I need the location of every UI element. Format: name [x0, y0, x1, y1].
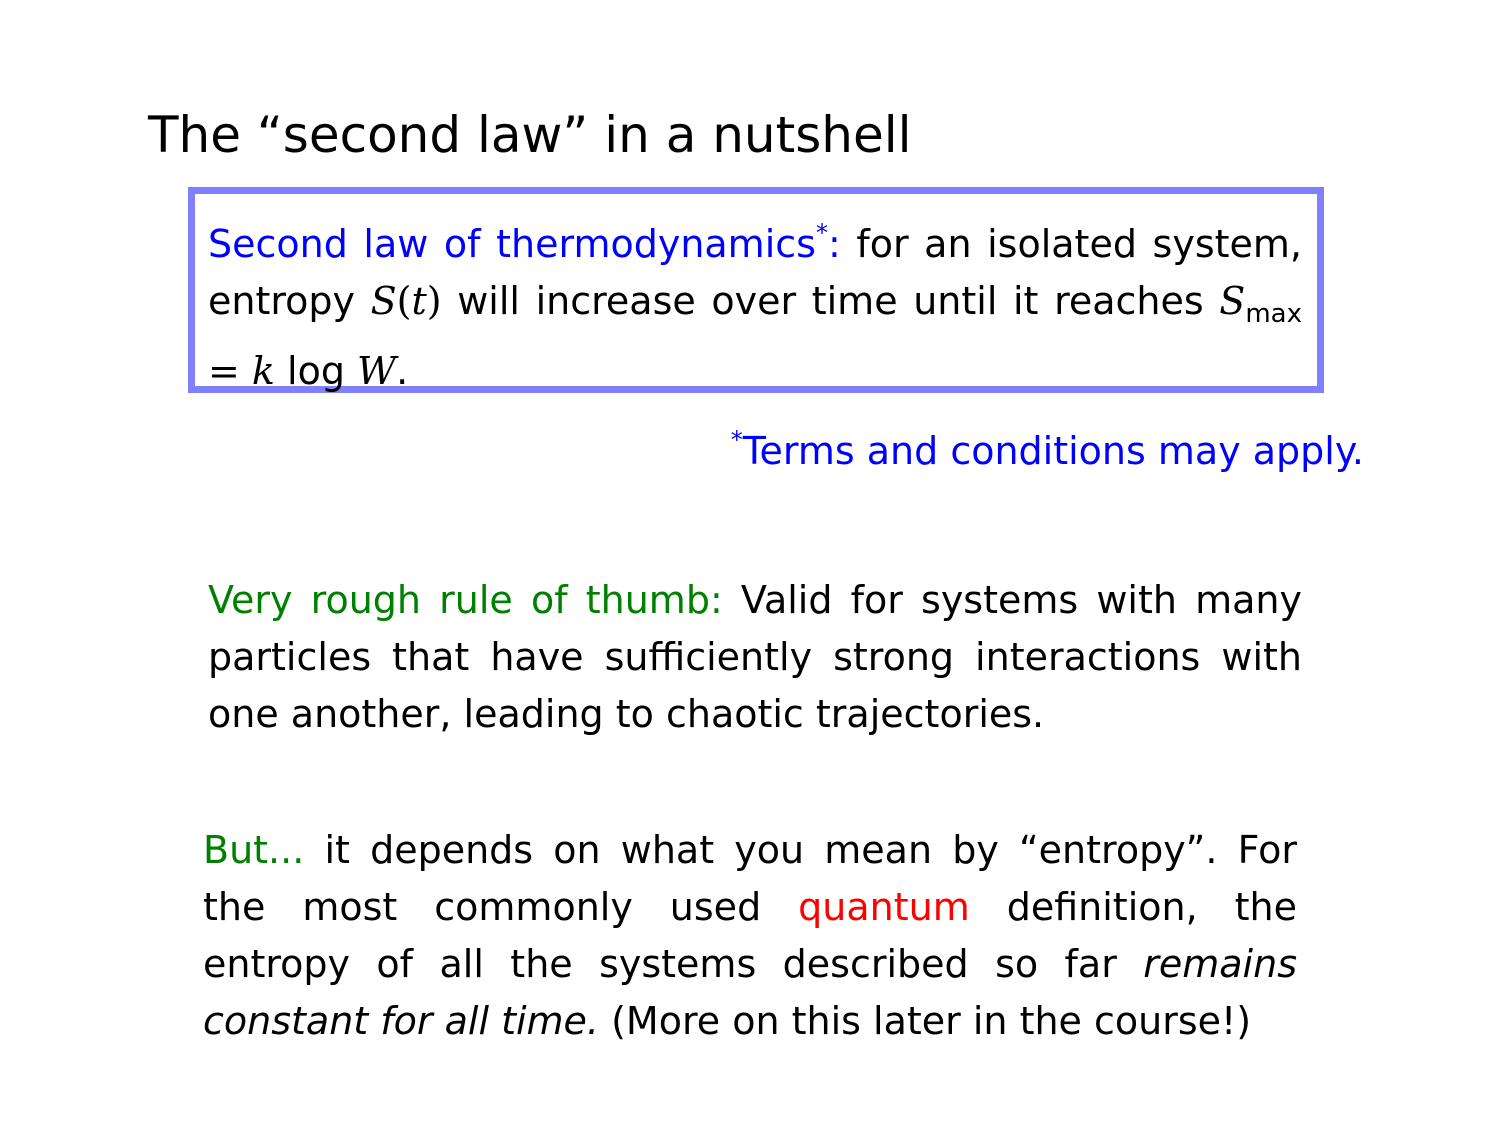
rule-of-thumb-text: Valid for systems with many particles that have sufficiently strong interactions with one another, leading to chaotic trajectories. — [208, 578, 1302, 736]
rule-of-thumb-paragraph — [208, 572, 1302, 743]
second-law-statement: Second law of thermodynamics*: for an isolated system, entropy S(t) will increase over time until it reaches $S_{max} = k$ log W. — [208, 219, 1302, 393]
quantum-highlight: quantum — [798, 885, 970, 929]
multiplicity-symbol: W — [357, 349, 397, 393]
smax-symbol: S — [1219, 279, 1246, 323]
but-label: But... — [203, 828, 305, 872]
second-law-label: Second law of thermodynamics*: — [208, 219, 841, 266]
asterisk-marker: * — [815, 219, 828, 247]
smax-subscript: max — [1245, 299, 1302, 329]
terms-footnote — [690, 410, 1364, 481]
time-symbol: t — [411, 279, 427, 323]
footnote-text: Terms and conditions may apply. — [742, 429, 1364, 473]
footnote-marker: * — [730, 426, 743, 454]
boltzmann-constant: k — [251, 349, 275, 393]
entropy-symbol: S — [370, 279, 397, 323]
slide-title: The “second law” in a nutshell — [148, 106, 912, 164]
rule-of-thumb-label: Very rough rule of thumb: — [208, 578, 723, 622]
entropy-caveat-paragraph: But... it depends on what you mean by “entropy”. For the most commonly used quantum definition, the entropy of all the systems described so far remains constant for all time. (More on this later in the course!) — [203, 828, 1298, 1043]
constant-emphasis: remains constant for all time. — [203, 942, 1297, 1043]
